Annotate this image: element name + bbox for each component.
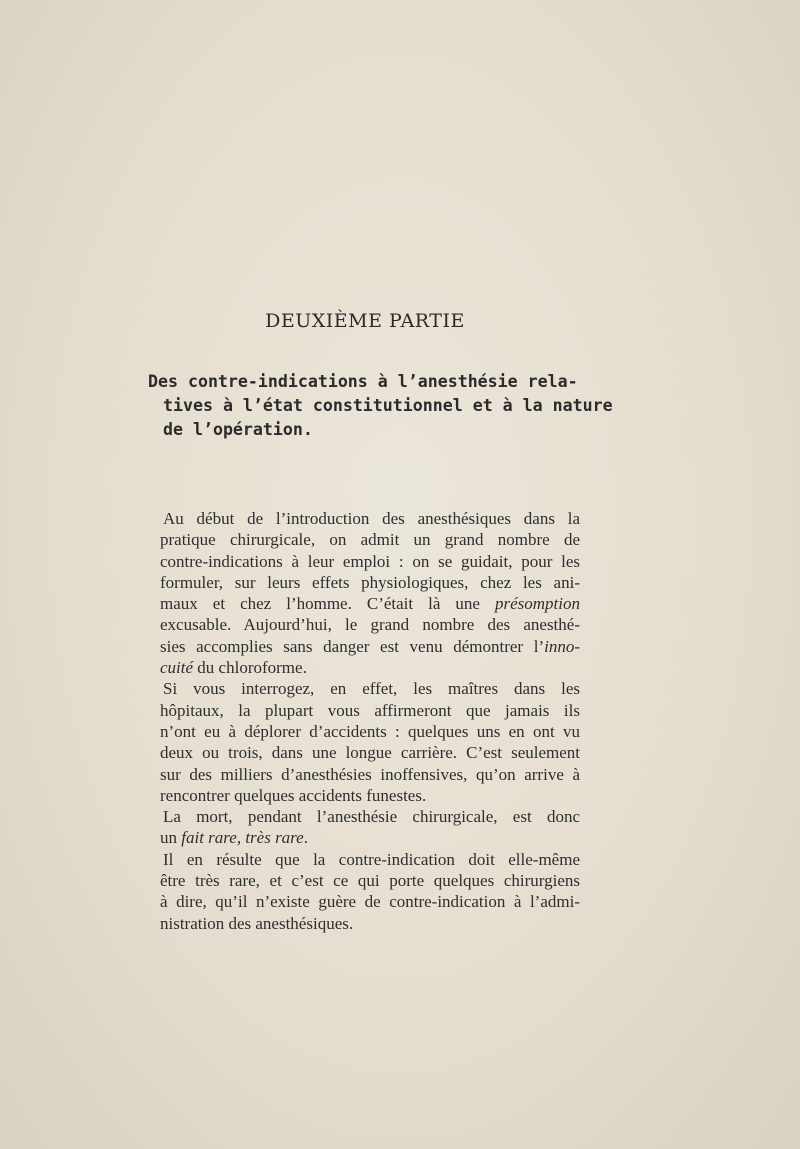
italic-text: cuité [160, 658, 194, 678]
paragraph-line: rencontrer quelques accidents funestes. [160, 785, 427, 805]
text-run: . [303, 828, 308, 848]
text-run: du chloroforme. [193, 658, 307, 678]
chapter-heading-line: tives à l’état constitutionnel et à la nature [163, 396, 613, 415]
part-title: DEUXIÈME PARTIE [265, 310, 465, 332]
paragraph-line: La mort, pendant l’anesthésie chirurgicale, est donc [163, 807, 580, 827]
italic-text: présomption [495, 594, 580, 614]
text-run: sies accomplies sans danger est venu démontrer l’ [160, 636, 545, 656]
paragraph-line [160, 827, 580, 848]
italic-text: fait rare, très rare [181, 828, 304, 848]
paragraph-line: excusable. Aujourd’hui, le grand nombre des anesthé- [160, 615, 580, 635]
chapter-heading [148, 370, 613, 442]
paragraph-line: contre-indications à leur emploi : on se guidait, pour les [160, 551, 580, 571]
paragraph-line: pratique chirurgicale, on admit un grand nombre de [160, 530, 580, 550]
paragraph-line: sur des milliers d’anesthésies inoffensives, qu’on arrive à [160, 764, 580, 784]
paragraph-line: être très rare, et c’est ce qui porte quelques chirurgiens [160, 871, 580, 891]
paragraph-line: deux ou trois, dans une longue carrière. C’est seulement [160, 743, 580, 763]
paragraph-line: Il en résulte que la contre-indication doit elle-même [163, 849, 580, 869]
paragraph-line [160, 657, 580, 678]
paragraph-line: n’ont eu à déplorer d’accidents : quelques uns en ont vu [160, 721, 580, 741]
chapter-heading-line: Des contre-indications à l’anesthésie rela- [148, 372, 578, 391]
paragraph-line: nistration des anesthésiques. [160, 913, 354, 933]
italic-text: inno- [544, 636, 580, 656]
paragraph-line: hôpitaux, la plupart vous affirmeront que jamais ils [160, 700, 580, 720]
paragraph-line [160, 636, 580, 657]
paragraph-line: formuler, sur leurs effets physiologiques, chez les ani- [160, 572, 580, 592]
text-run: un [160, 828, 182, 848]
paragraph-line: Si vous interrogez, en effet, les maîtres dans les [163, 679, 580, 699]
text-run: maux et chez l’homme. C’était là une [160, 594, 495, 614]
paragraph-line: Au début de l’introduction des anesthésiques dans la [163, 509, 580, 528]
chapter-heading-line: de l’opération. [163, 420, 313, 439]
body-text [160, 508, 580, 934]
paragraph-line [160, 593, 580, 614]
paragraph-line: à dire, qu’il n’existe guère de contre-indication à l’admi- [160, 892, 580, 912]
